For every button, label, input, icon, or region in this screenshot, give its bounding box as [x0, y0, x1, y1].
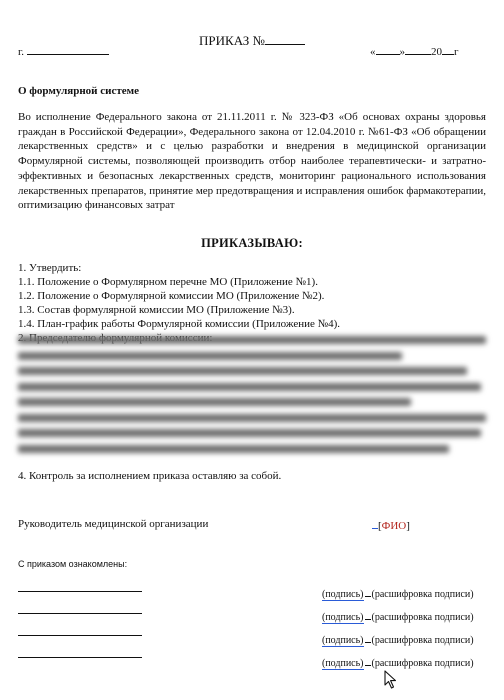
order-heading: ПРИКАЗЫВАЮ:	[201, 236, 303, 250]
signature-decode-placeholder[interactable]: (расшифровка подписи)	[371, 635, 474, 646]
document-subject: О формулярной системе	[18, 85, 140, 97]
order-number-blank[interactable]	[265, 32, 305, 45]
signature-row	[322, 656, 474, 669]
signature-row	[322, 633, 474, 646]
mouse-cursor-icon	[384, 670, 398, 690]
signature-placeholder[interactable]: (подпись)	[322, 612, 364, 623]
redacted-text-block	[18, 336, 486, 460]
city-field: г.	[18, 44, 109, 58]
order-item: 1.1. Положение о Формулярном перечне МО (Приложение №1).	[18, 276, 318, 288]
date-field: « » 20 г	[370, 46, 459, 58]
order-item: 1. Утвердить:	[18, 262, 82, 274]
head-fio-placeholder[interactable]: [ФИО]	[372, 518, 410, 532]
order-item: 1.3. Состав формулярной комиссии МО (Приложение №3).	[18, 304, 295, 316]
date-year-blank[interactable]	[442, 44, 454, 55]
acknowledgement-label: С приказом ознакомлены:	[18, 559, 128, 569]
signature-decode-placeholder[interactable]: (расшифровка подписи)	[371, 612, 474, 623]
city-blank[interactable]	[27, 44, 109, 55]
order-item: 1.4. План-график работы Формулярной комиссии (Приложение №4).	[18, 318, 341, 330]
order-item: 1.2. Положение о Формулярной комиссии МО (Приложение №2).	[18, 290, 325, 302]
signature-placeholder[interactable]: (подпись)	[322, 589, 364, 600]
acknowledgement-signature-line[interactable]	[18, 634, 142, 636]
date-day-blank[interactable]	[376, 44, 400, 55]
control-clause: 4. Контроль за исполнением приказа оставляю за собой.	[18, 470, 282, 482]
signature-placeholder[interactable]: (подпись)	[322, 635, 364, 646]
head-signature-label: Руководитель медицинской организации	[18, 518, 209, 530]
signature-placeholder[interactable]: (подпись)	[322, 658, 364, 669]
date-month-blank[interactable]	[405, 44, 431, 55]
acknowledgement-signature-line[interactable]	[18, 656, 142, 658]
preamble-paragraph: Во исполнение Федерального закона от 21.11.2011 г. № 323-ФЗ «Об основах охраны здоровья граждан в Российской Федерации», Федерального закона от 12.04.2010 г. №61-ФЗ «Об обращении лекарственных средств» и с целью разработки и внедрения в медицинской организации Формулярной системы, позволяющей производить отбор наиболее терапевтически- и затратно- эффективных и безопасных лекарственных средств, мониторинг рационального использования лекарственных препаратов, принятие мер предотвращения и исправления ошибок фармакотерапии, оптимизацию финансовых затрат	[18, 111, 486, 212]
acknowledgement-signature-line[interactable]	[18, 590, 142, 592]
fio-text: ФИО	[381, 520, 407, 532]
document-title: ПРИКАЗ №	[0, 32, 504, 49]
signature-decode-placeholder[interactable]: (расшифровка подписи)	[371, 658, 474, 669]
signature-row	[322, 587, 474, 600]
acknowledgement-signature-line[interactable]	[18, 612, 142, 614]
signature-row	[322, 610, 474, 623]
signature-decode-placeholder[interactable]: (расшифровка подписи)	[371, 589, 474, 600]
